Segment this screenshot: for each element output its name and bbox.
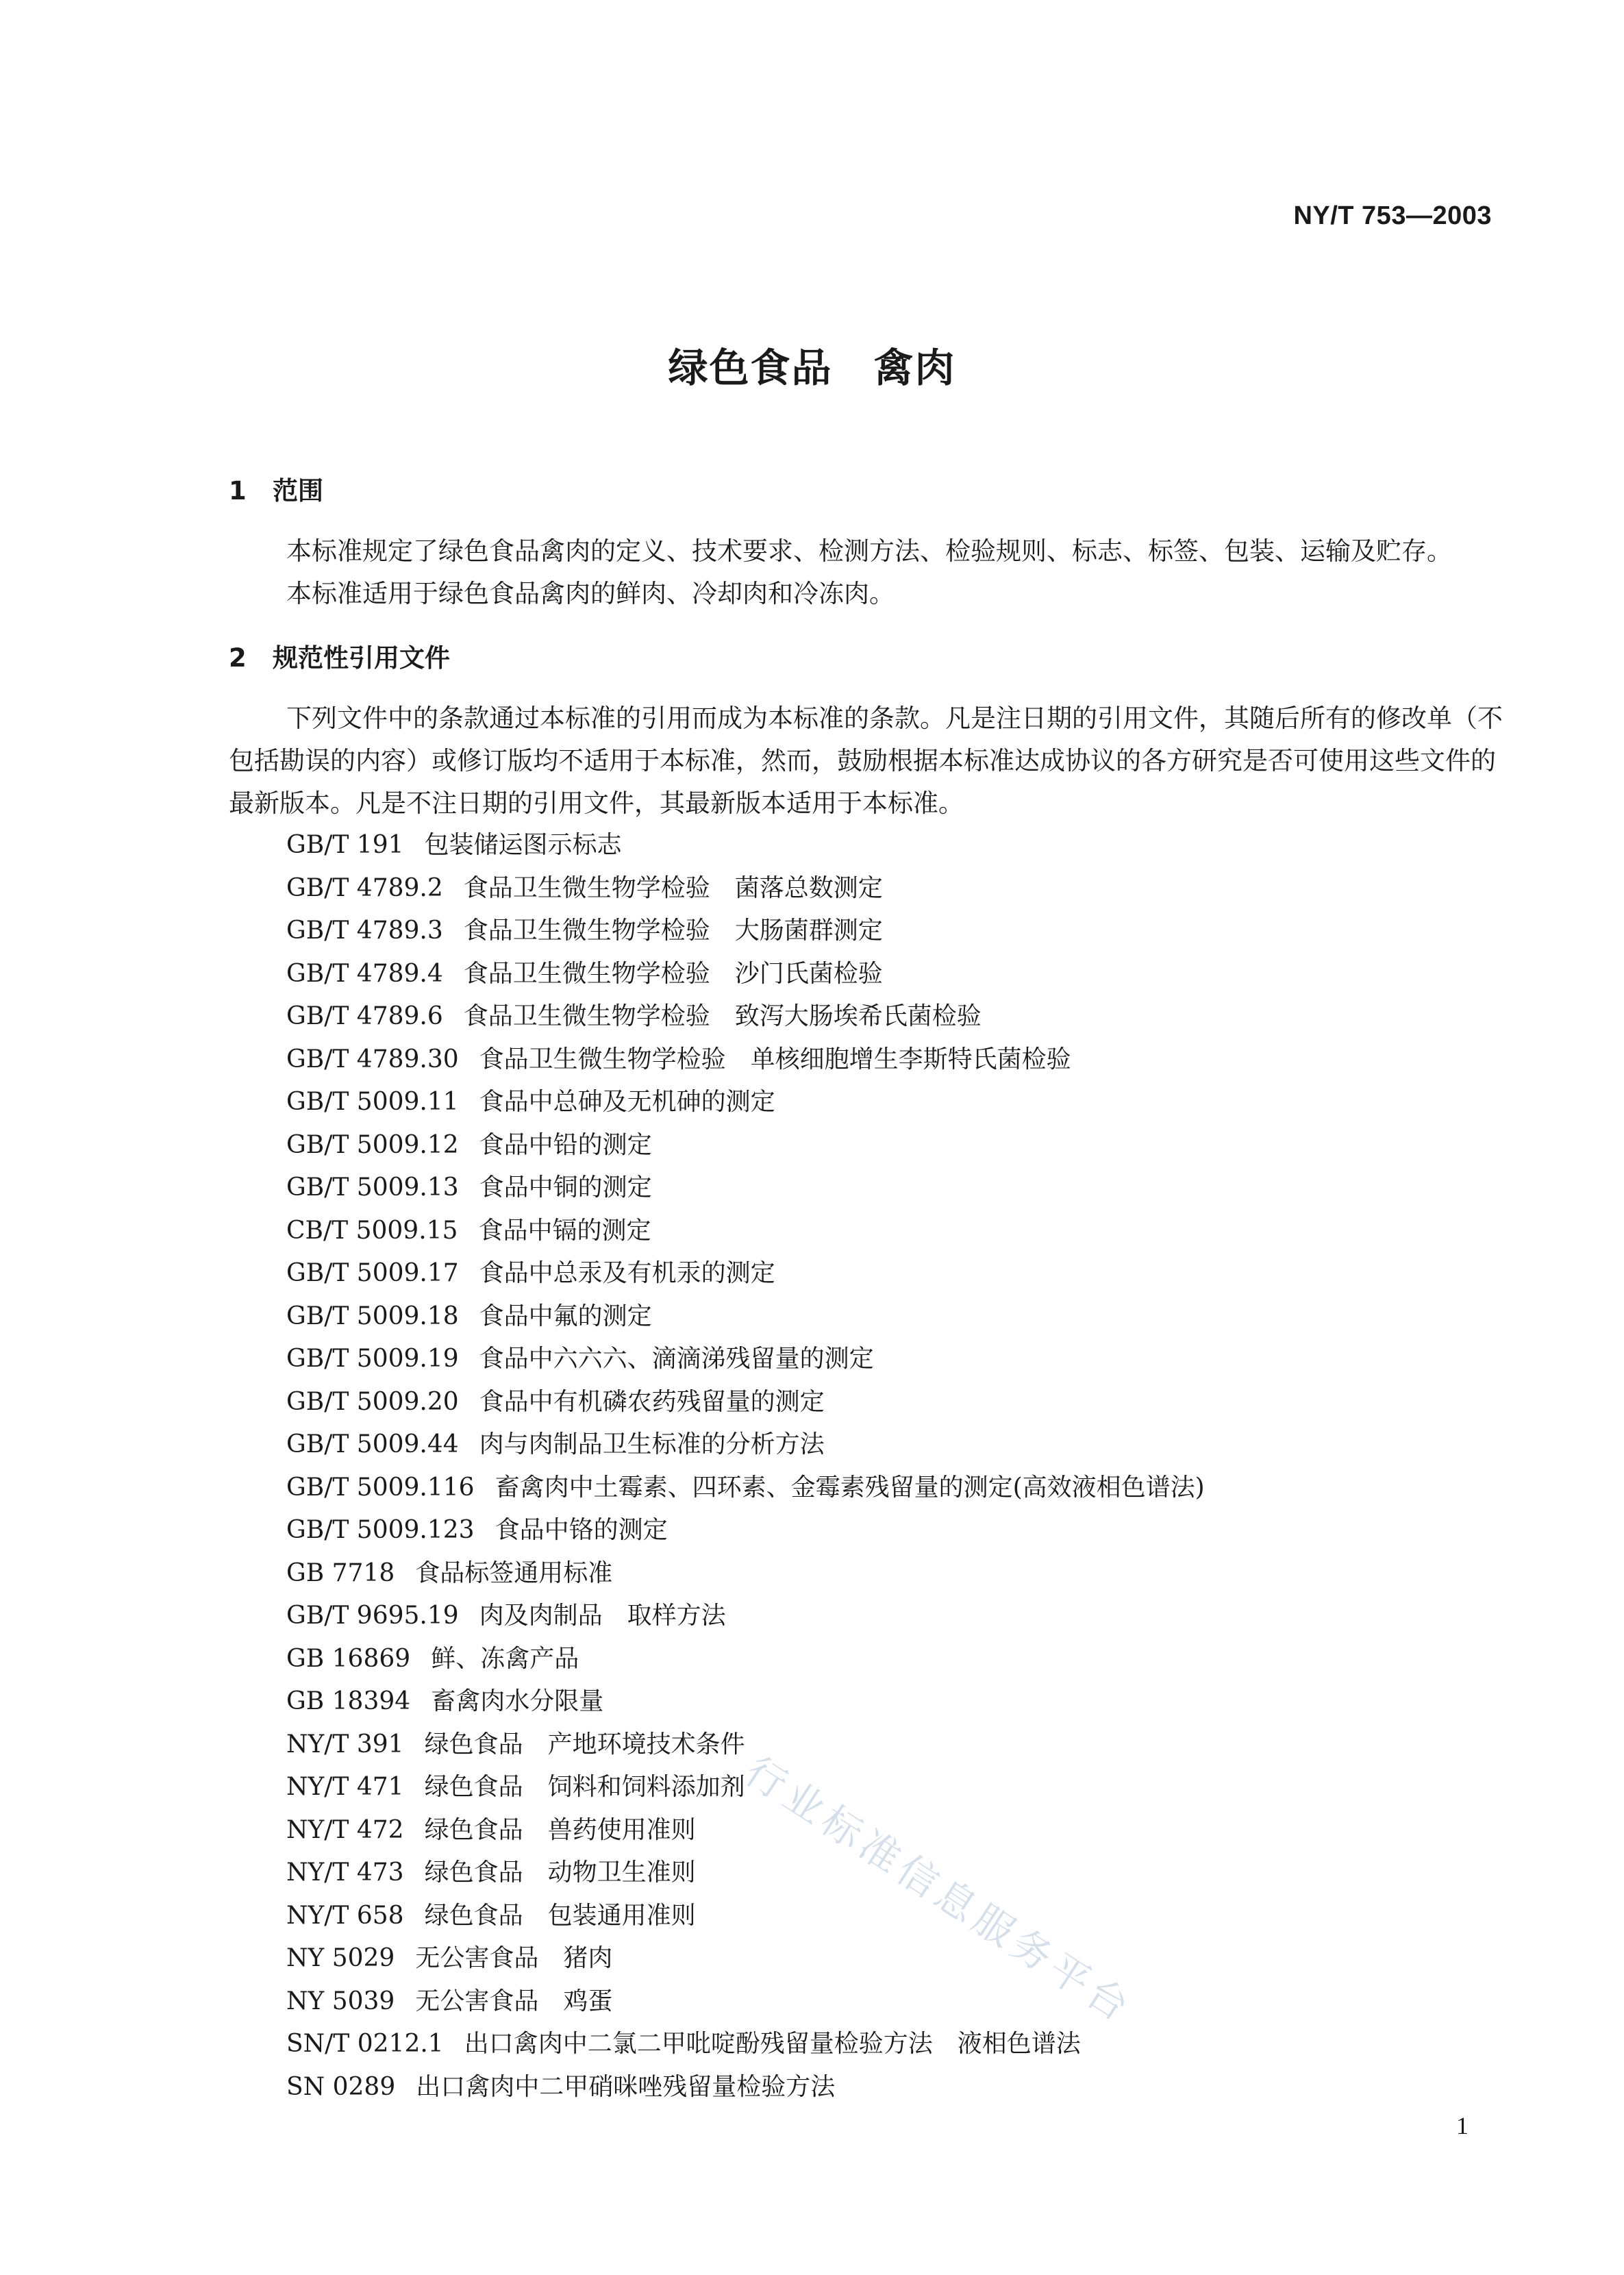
reference-code: GB 18394 (286, 1687, 411, 1715)
document-title (0, 336, 1624, 393)
reference-code: GB 16869 (286, 1644, 411, 1673)
reference-item (286, 1467, 1205, 1510)
reference-code: GB/T 5009.11 (286, 1088, 459, 1116)
reference-item (286, 1295, 1205, 1339)
reference-code: SN/T 0212.1 (286, 2030, 444, 2058)
reference-item (286, 1895, 1205, 1938)
reference-code: GB/T 4789.3 (286, 917, 443, 945)
reference-item (286, 1680, 1205, 1724)
reference-code: GB/T 5009.20 (286, 1387, 459, 1416)
reference-name: 肉与肉制品卫生标准的分析方法 (479, 1430, 825, 1458)
title-part1: 绿色食品 (668, 345, 833, 391)
reference-item (286, 953, 1205, 996)
title-part2: 禽肉 (873, 345, 956, 391)
reference-item (286, 1638, 1205, 1681)
reference-name: 绿色食品 饲料和饲料添加剂 (424, 1773, 745, 1801)
reference-name: 食品中铬的测定 (495, 1516, 668, 1544)
reference-item (286, 824, 1205, 867)
reference-name: 食品卫生微生物学检验 单核细胞增生李斯特氏菌检验 (479, 1045, 1071, 1073)
reference-code: GB/T 4789.4 (286, 959, 443, 988)
reference-name: 食品标签通用标准 (415, 1558, 613, 1587)
reference-item (286, 1081, 1205, 1124)
reference-code: GB/T 4789.6 (286, 1002, 443, 1030)
reference-name: 绿色食品 动物卫生准则 (424, 1858, 696, 1887)
reference-name: 肉及肉制品 取样方法 (479, 1602, 726, 1630)
reference-code: GB/T 4789.2 (286, 873, 443, 902)
section-heading-normative-references (229, 637, 450, 674)
paragraph: 本标准适用于绿色食品禽肉的鲜肉、冷却肉和冷冻肉。 (286, 579, 895, 608)
reference-item (286, 1167, 1205, 1210)
reference-code: GB/T 5009.19 (286, 1345, 459, 1373)
reference-item (286, 1124, 1205, 1167)
section-number: 1 (229, 476, 247, 506)
reference-item (286, 910, 1205, 953)
reference-item (286, 1552, 1205, 1595)
reference-item (286, 1381, 1205, 1424)
paragraph: 本标准规定了绿色食品禽肉的定义、技术要求、检测方法、检验规则、标志、标签、包装、运输及贮存。 (286, 536, 1452, 566)
reference-item (286, 1809, 1205, 1852)
reference-item (286, 1595, 1205, 1638)
page-number: 1 (1456, 2112, 1469, 2139)
reference-item (286, 1039, 1205, 1082)
reference-name: 鲜、冻禽产品 (431, 1644, 579, 1673)
reference-item (286, 1724, 1205, 1767)
reference-name: 食品中氟的测定 (479, 1302, 652, 1330)
reference-name: 食品中铜的测定 (479, 1173, 652, 1202)
reference-code: GB/T 5009.123 (286, 1516, 475, 1544)
section-title: 范围 (273, 476, 323, 506)
reference-name: 食品卫生微生物学检验 沙门氏菌检验 (463, 959, 883, 988)
reference-code: GB/T 5009.17 (286, 1259, 459, 1287)
reference-code: GB/T 5009.13 (286, 1173, 459, 1202)
reference-code: GB/T 4789.30 (286, 1045, 459, 1073)
reference-name: 食品中铅的测定 (479, 1130, 652, 1159)
reference-item (286, 995, 1205, 1039)
reference-code: CB/T 5009.15 (286, 1216, 458, 1245)
reference-code: GB 7718 (286, 1558, 395, 1587)
reference-name: 包装储运图示标志 (424, 831, 622, 859)
reference-item (286, 1338, 1205, 1381)
reference-name: 食品中总汞及有机汞的测定 (479, 1259, 775, 1287)
reference-name: 畜禽肉中土霉素、四环素、金霉素残留量的测定(高效液相色谱法) (495, 1473, 1205, 1502)
reference-item (286, 2023, 1205, 2066)
reference-name: 无公害食品 猪肉 (415, 1944, 613, 1972)
reference-name: 食品中镉的测定 (478, 1216, 651, 1245)
reference-code: NY/T 473 (286, 1858, 404, 1887)
reference-name: 出口禽肉中二氯二甲吡啶酚残留量检验方法 液相色谱法 (464, 2030, 1081, 2058)
reference-name: 畜禽肉水分限量 (431, 1687, 604, 1715)
reference-code: GB/T 9695.19 (286, 1602, 459, 1630)
paragraph: 下列文件中的条款通过本标准的引用而成为本标准的条款。凡是注日期的引用文件，其随后所有的修改单（不包括勘误的内容）或修订版均不适用于本标准，然而，鼓励根据本标准达成协议的各方研究是否可使用这些文件的最新版本。凡是不注日期的引用文件，其最新版本适用于本标准。 (229, 704, 1503, 818)
reference-code: NY/T 391 (286, 1730, 404, 1758)
reference-item (286, 1210, 1205, 1253)
reference-code: GB/T 5009.12 (286, 1130, 459, 1159)
reference-name: 食品中有机磷农药残留量的测定 (479, 1387, 825, 1416)
reference-code: SN 0289 (286, 2072, 396, 2101)
reference-name: 绿色食品 包装通用准则 (424, 1901, 696, 1930)
reference-code: NY/T 658 (286, 1901, 404, 1930)
reference-code: GB/T 5009.44 (286, 1430, 459, 1458)
reference-name: 食品卫生微生物学检验 致泻大肠埃希氏菌检验 (463, 1002, 982, 1030)
reference-list (286, 824, 1205, 2109)
reference-code: NY/T 472 (286, 1815, 404, 1844)
reference-code: NY 5039 (286, 1987, 395, 2015)
reference-name: 绿色食品 兽药使用准则 (424, 1815, 696, 1844)
reference-name: 食品卫生微生物学检验 菌落总数测定 (463, 873, 883, 902)
reference-item (286, 1252, 1205, 1295)
reference-code: NY 5029 (286, 1944, 395, 1972)
reference-item (286, 867, 1205, 910)
reference-name: 无公害食品 鸡蛋 (415, 1987, 613, 2015)
reference-name: 食品中总砷及无机砷的测定 (479, 1088, 775, 1116)
reference-item (286, 1424, 1205, 1467)
section-number: 2 (229, 643, 247, 673)
reference-name: 出口禽肉中二甲硝咪唑残留量检验方法 (416, 2072, 836, 2101)
section-title: 规范性引用文件 (273, 643, 450, 673)
reference-code: GB/T 5009.116 (286, 1473, 475, 1502)
reference-code: GB/T 191 (286, 831, 404, 859)
section-heading-scope (229, 470, 323, 507)
reference-name: 食品卫生微生物学检验 大肠菌群测定 (463, 917, 883, 945)
reference-code: NY/T 471 (286, 1773, 404, 1801)
reference-name: 绿色食品 产地环境技术条件 (424, 1730, 745, 1758)
watermark: 行业标准信息服务平台 (736, 1747, 1142, 2033)
reference-code: GB/T 5009.18 (286, 1302, 459, 1330)
reference-item (286, 2066, 1205, 2109)
reference-item (286, 1509, 1205, 1552)
reference-item (286, 1852, 1205, 1895)
reference-name: 食品中六六六、滴滴涕残留量的测定 (479, 1345, 874, 1373)
standard-code: NY/T 753—2003 (1293, 201, 1492, 230)
